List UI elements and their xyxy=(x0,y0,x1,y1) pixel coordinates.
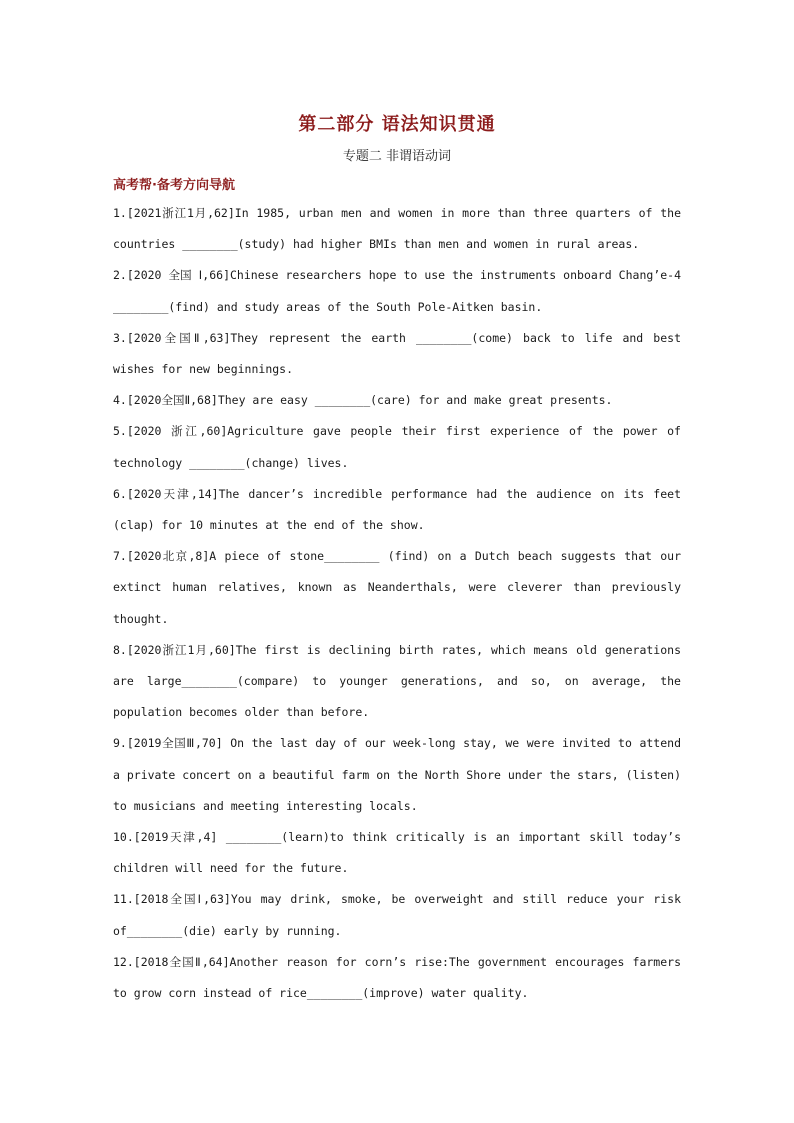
question-item: 3.[2020全国Ⅱ,63]They represent the earth ________(come) back to life and best wishes for new beginnings. xyxy=(113,330,681,377)
section-heading: 高考帮·备考方向导航 xyxy=(113,178,235,193)
question-item: 8.[2020浙江1月,60]The first is declining birth rates, which means old generations are large________(compare) to younger generations, and so, on average, the population becomes older than before. xyxy=(113,642,681,720)
question-item: 9.[2019全国Ⅲ,70] On the last day of our week-long stay, we were invited to attend a private concert on a beautiful farm on the North Shore under the stars, (listen) to musicians and meeting interesting locals. xyxy=(113,736,681,813)
question-item: 4.[2020全国Ⅱ,68]They are easy ________(care) for and make great presents. xyxy=(113,393,613,408)
page-title: 第二部分 语法知识贯通 xyxy=(298,114,496,135)
question-item: 2.[2020 全国 Ⅰ,66]Chinese researchers hope to use the instruments onboard Chang’e-4 ________(find) and study areas of the South Pole-Aitken basin. xyxy=(113,268,681,314)
question-list xyxy=(113,198,681,1009)
question-item: 10.[2019天津,4] ________(learn)to think critically is an important skill today’s children will need for the future. xyxy=(113,830,681,876)
question-item: 11.[2018全国Ⅰ,63]You may drink, smoke, be overweight and still reduce your risk of________(die) early by running. xyxy=(113,892,681,938)
question-item: 5.[2020 浙江,60]Agriculture gave people their first experience of the power of technology ________(change) lives. xyxy=(113,424,681,470)
question-item: 6.[2020天津,14]The dancer’s incredible performance had the audience on its feet (clap) for 10 minutes at the end of the show. xyxy=(113,486,681,533)
question-item: 12.[2018全国Ⅱ,64]Another reason for corn’s rise:The government encourages farmers to grow corn instead of rice________(improve) water quality. xyxy=(113,954,681,1001)
question-item: 7.[2020北京,8]A piece of stone________ (find) on a Dutch beach suggests that our extinct human relatives, known as Neanderthals, were cleverer than previously thought. xyxy=(113,549,681,626)
question-item: 1.[2021浙江1月,62]In 1985, urban men and women in more than three quarters of the countries ________(study) had higher BMIs than men and women in rural areas. xyxy=(113,206,681,252)
page-subtitle: 专题二 非谓语动词 xyxy=(342,149,452,164)
